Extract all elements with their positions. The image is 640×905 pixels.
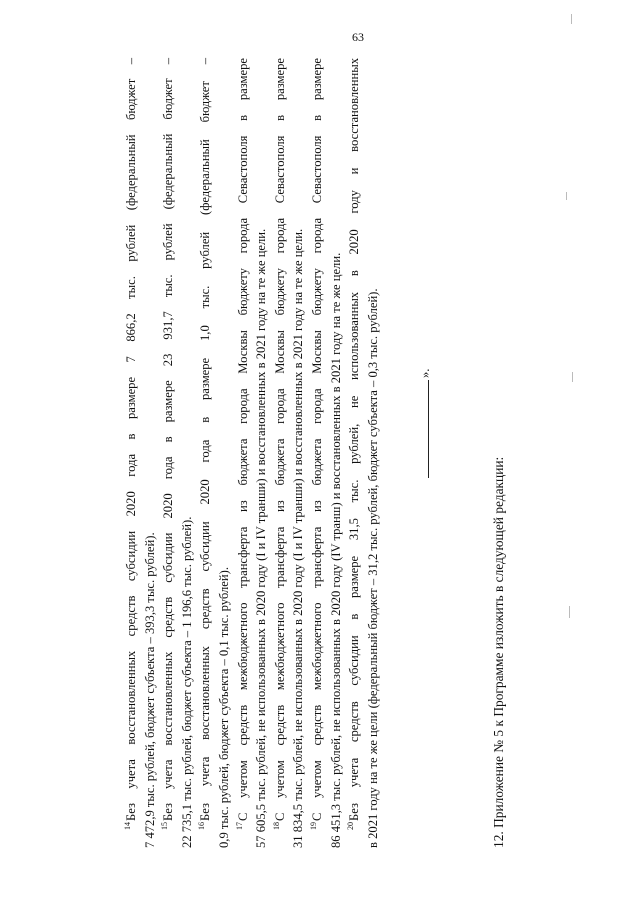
footnote-marker: 19 — [308, 822, 318, 830]
closing-rule — [428, 380, 429, 478]
footnote-text-first: С учетом средств межбюджетного трансферта из бюджета города Москвы бюджету города Севастополя в размере — [272, 58, 287, 821]
footnote-marker: 16 — [197, 822, 207, 830]
footnote-text-first: С учетом средств межбюджетного трансферта из бюджета города Москвы бюджету города Севастополя в размере — [235, 58, 250, 821]
scan-artifact — [566, 192, 567, 200]
footnote-text-first: Без учета восстановленных средств субсидии 2020 года в размере 7 866,2 тыс. рублей (федеральный бюджет – — [124, 58, 138, 821]
footnote-marker: 20 — [346, 822, 356, 830]
footnote-text-rest: 7 472,9 тыс. рублей, бюджет субъекта – 393,3 тыс. рублей). — [142, 532, 157, 848]
footnote-15 — [159, 58, 196, 848]
footnote-marker: 17 — [234, 822, 244, 830]
closing-quote: ». — [418, 368, 433, 378]
footnote-text-first: С учетом средств межбюджетного трансферта из бюджета города Москвы бюджету города Севастополя в размере — [309, 58, 324, 821]
footnote-16 — [196, 58, 233, 848]
rotated-page-content — [122, 58, 509, 848]
footnote-text-rest: в 2021 году на те же цели (федеральный бюджет – 31,2 тыс. рублей, бюджет субъекта – 0,3 тыс. рублей). — [365, 288, 380, 848]
scan-artifact — [569, 606, 570, 618]
footnote-text-rest: 22 735,1 тыс. рублей, бюджет субъекта – 1 196,6 тыс. рублей). — [179, 516, 194, 848]
footnote-marker: 14 — [123, 822, 132, 830]
footnote-18 — [271, 58, 308, 848]
footnote-14 — [122, 58, 159, 848]
page-number: 63 — [352, 30, 364, 44]
footnote-text-rest: 0,9 тыс. рублей, бюджет субъекта – 0,1 тыс. рублей). — [216, 567, 231, 848]
footnote-text-rest: 86 451,3 тыс. рублей, не использованных в 2020 году (IV транш) и восстановленных в 2021 году на те же цели. — [328, 252, 343, 848]
footnote-marker: 15 — [160, 822, 170, 830]
footnote-text-first: Без учета восстановленных средств субсидии 2020 года в размере 1,0 тыс. рублей (федеральный бюджет – — [198, 58, 213, 821]
footnote-text-rest: 31 834,5 тыс. рублей, не использованных в 2020 году (I и IV транши) и восстановленных в 2021 году на те же цели. — [291, 228, 306, 848]
footnote-marker: 18 — [271, 822, 281, 830]
footnote-text-first: Без учета восстановленных средств субсидии 2020 года в размере 23 931,7 тыс. рублей (федеральный бюджет – — [161, 58, 176, 821]
item-12-paragraph: 12. Приложение № 5 к Программе изложить в следующей редакции: — [491, 456, 507, 848]
closing-line — [416, 58, 436, 848]
footnote-20 — [345, 58, 382, 848]
footnote-text-first: Без учета средств субсидии в размере 31,5 тыс. рублей, не использованных в 2020 году и восстановленных — [347, 58, 362, 821]
scan-artifact — [571, 14, 572, 24]
footnote-19 — [308, 58, 345, 848]
footnote-17 — [234, 58, 271, 848]
scan-artifact — [572, 372, 573, 382]
footnote-text-rest: 57 605,5 тыс. рублей, не использованных в 2020 году (I и IV транши) и восстановленных в 2021 году на те же цели. — [254, 228, 269, 848]
